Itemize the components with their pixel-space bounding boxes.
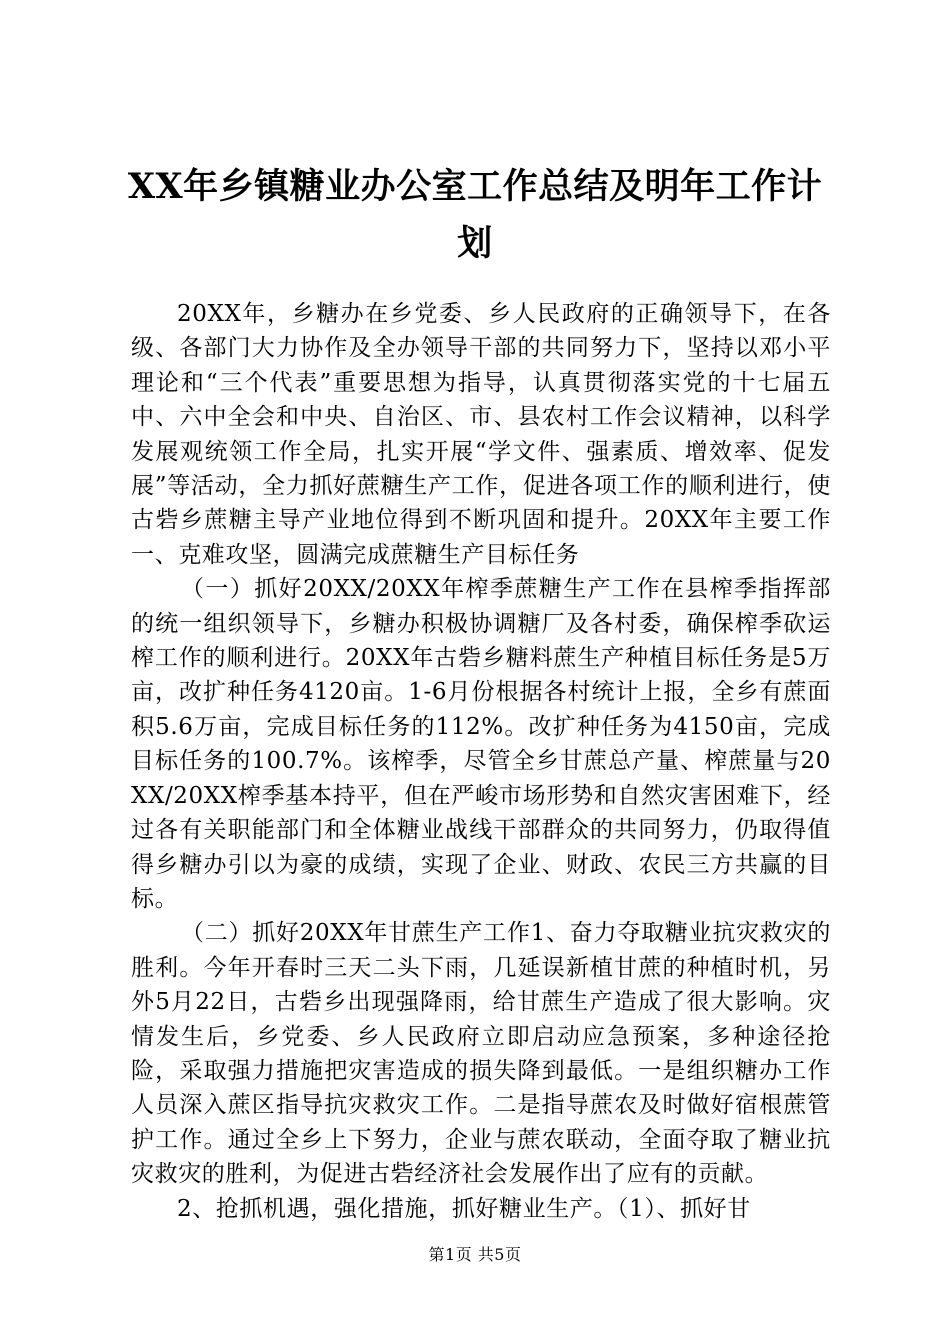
document-title: XX年乡镇糖业办公室工作总结及明年工作计划 — [127, 166, 823, 264]
document-body — [131, 297, 831, 1226]
paragraph: 2、抢抓机遇，强化措施，抓好糖业生产。（1）、抓好甘 — [177, 1195, 751, 1222]
paragraph: （一）抓好20XX/20XX年榨季蔗糖生产工作在县榨季指挥部的统一组织领导下，乡糖办积极协调糖厂及各村委，确保榨季砍运榨工作的顺利进行。20XX年古砦乡糖料蔗生产种植目标任务是5万亩，改扩种任务4120亩。1-6月份根据各村统计上报，全乡有蔗面积5.6万亩，完成目标任务的112%。改扩种任务为4150亩，完成目标任务的100.7%。该榨季，尽管全乡甘蔗总产量、榨蔗量与20XX/20XX榨季基本持平，但在严峻市场形势和自然灾害困难下，经过各有关职能部门和全体糖业战线干部群众的共同努力，仍取得值得乡糖办引以为豪的成绩，实现了企业、财政、农民三方共赢的目标。 — [131, 576, 831, 912]
page-number-footer: 第1页 共5页 — [428, 1245, 522, 1264]
paragraph: （二）抓好20XX年甘蔗生产工作1、奋力夺取糖业抗灾救灾的胜利。今年开春时三天二头下雨，几延误新植甘蔗的种植时机，另外5月22日，古砦乡出现强降雨，给甘蔗生产造成了很大影响。灾情发生后，乡党委、乡人民政府立即启动应急预案，多种途径抢险，采取强力措施把灾害造成的损失降到最低。一是组织糖办工作人员深入蔗区指导抗灾救灾工作。二是指导蔗农及时做好宿根蔗管护工作。通过全乡上下努力，企业与蔗农联动，全面夺取了糖业抗灾救灾的胜利，为促进古砦经济社会发展作出了应有的贡献。 — [131, 920, 831, 1188]
paragraph: 20XX年，乡糖办在乡党委、乡人民政府的正确领导下，在各级、各部门大力协作及全办领导干部的共同努力下，坚持以邓小平理论和“三个代表”重要思想为指导，认真贯彻落实党的十七届五中、六中全会和中央、自治区、市、县农村工作会议精神，以科学发展观统领工作全局，扎实开展“学文件、强素质、增效率、促发展”等活动，全力抓好蔗糖生产工作，促进各项工作的顺利进行，使古砦乡蔗糖主导产业地位得到不断巩固和提升。20XX年主要工作一、克难攻坚，圆满完成蔗糖生产目标任务 — [131, 301, 831, 568]
